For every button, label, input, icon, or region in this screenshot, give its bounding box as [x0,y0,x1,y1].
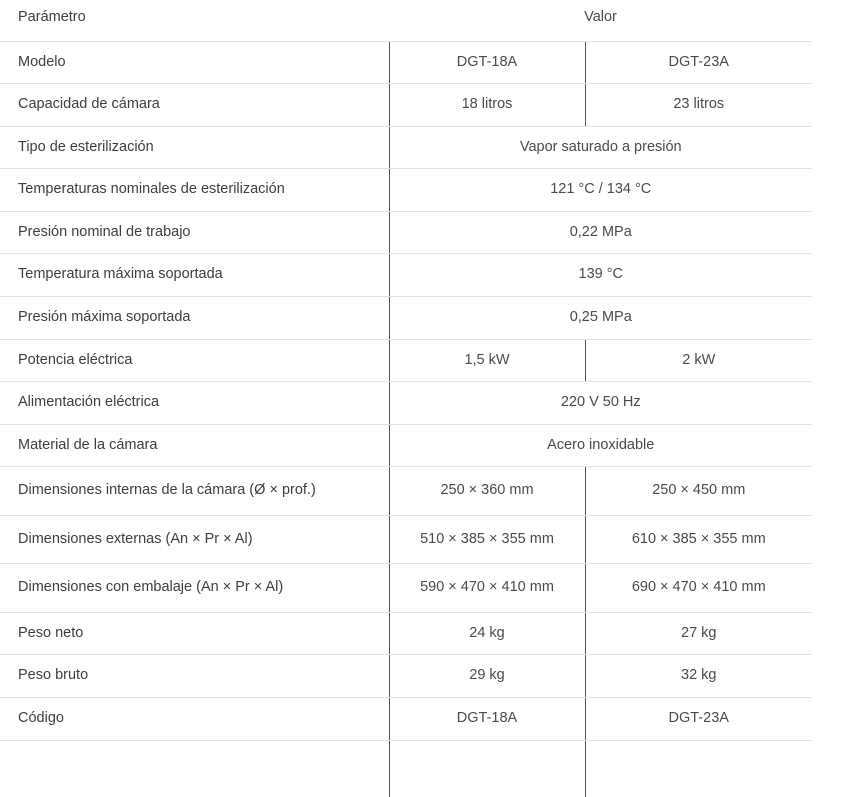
header-value: Valor [389,0,812,41]
row-parameter: Peso neto [0,612,389,655]
table-row [0,564,812,613]
row-value-shared: 0,25 MPa [389,296,812,339]
row-parameter: Presión nominal de trabajo [0,211,389,254]
table-row [0,41,812,84]
table-row [0,382,812,425]
filler-value-b [585,740,812,797]
row-parameter: Dimensiones externas (An × Pr × Al) [0,515,389,564]
row-parameter: Dimensiones internas de la cámara (Ø × prof.) [0,467,389,516]
row-parameter: Presión máxima soportada [0,296,389,339]
row-value-model-b: 2 kW [585,339,812,382]
row-value-shared: 0,22 MPa [389,211,812,254]
row-value-model-a: 24 kg [389,612,585,655]
row-parameter: Modelo [0,41,389,84]
row-value-model-a: DGT-18A [389,698,585,741]
row-value-model-b: 250 × 450 mm [585,467,812,516]
row-value-model-a: 590 × 470 × 410 mm [389,564,585,613]
row-parameter: Tipo de esterilización [0,126,389,169]
row-value-shared: Vapor saturado a presión [389,126,812,169]
row-parameter: Peso bruto [0,655,389,698]
table-row [0,655,812,698]
row-value-model-a: 250 × 360 mm [389,467,585,516]
row-value-model-b: DGT-23A [585,698,812,741]
row-value-shared: 121 °C / 134 °C [389,169,812,212]
row-value-model-a: 18 litros [389,84,585,127]
table-row [0,169,812,212]
row-value-model-b: 23 litros [585,84,812,127]
row-value-shared: 139 °C [389,254,812,297]
row-value-model-b: 27 kg [585,612,812,655]
row-value-model-b: 32 kg [585,655,812,698]
table-header-row [0,0,812,41]
header-parameter: Parámetro [0,0,389,41]
row-parameter: Alimentación eléctrica [0,382,389,425]
table-row [0,424,812,467]
row-value-shared: 220 V 50 Hz [389,382,812,425]
row-parameter: Potencia eléctrica [0,339,389,382]
row-value-model-b: DGT-23A [585,41,812,84]
table-row [0,254,812,297]
table-row [0,467,812,516]
row-parameter: Dimensiones con embalaje (An × Pr × Al) [0,564,389,613]
table-row [0,84,812,127]
table-row [0,211,812,254]
row-value-model-a: 510 × 385 × 355 mm [389,515,585,564]
table-row [0,515,812,564]
row-value-model-a: DGT-18A [389,41,585,84]
table-row [0,339,812,382]
row-parameter: Temperaturas nominales de esterilización [0,169,389,212]
row-parameter: Temperatura máxima soportada [0,254,389,297]
table-row [0,126,812,169]
row-value-shared: Acero inoxidable [389,424,812,467]
row-value-model-b: 690 × 470 × 410 mm [585,564,812,613]
row-parameter: Material de la cámara [0,424,389,467]
table-row [0,698,812,741]
row-value-model-a: 29 kg [389,655,585,698]
filler-value-a [389,740,585,797]
table-filler-row [0,740,812,797]
row-value-model-b: 610 × 385 × 355 mm [585,515,812,564]
row-parameter: Código [0,698,389,741]
table-row [0,296,812,339]
row-value-model-a: 1,5 kW [389,339,585,382]
filler-parameter [0,740,389,797]
table-row [0,612,812,655]
row-parameter: Capacidad de cámara [0,84,389,127]
